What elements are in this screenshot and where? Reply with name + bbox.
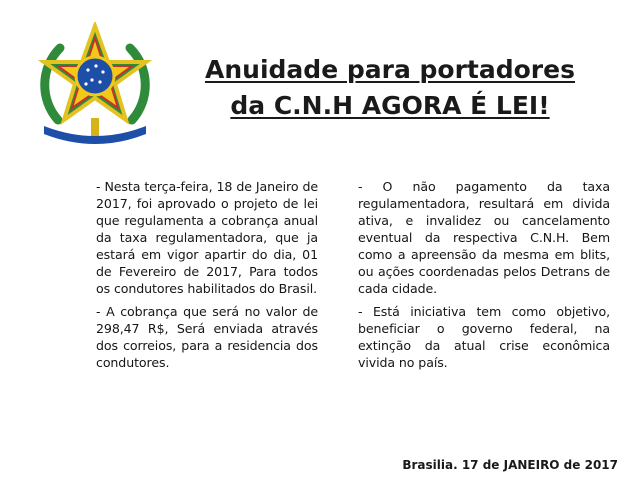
- left-paragraph-1: - Nesta terça-feira, 18 de Janeiro de 2017, foi aprovado o projeto de lei que regulamenta a cobrança anual da taxa regulamentadora, que ja estará em vigor apartir do dia, 01 de Fevereiro de 2017, Para todos os condutores habilitados do Brasil.: [96, 179, 318, 296]
- left-column: [96, 178, 318, 377]
- left-paragraph-2: - A cobrança que será no valor de 298,47 R$, Será enviada através dos correios, para a residencia dos condutores.: [96, 304, 318, 370]
- headline-line-2: da C.N.H AGORA É LEI!: [230, 91, 550, 120]
- central-disc: [76, 57, 114, 95]
- coat-of-arms-svg: [30, 22, 160, 152]
- headline-line-1: Anuidade para portadores: [205, 55, 575, 84]
- wreath-left: [45, 48, 60, 120]
- headline: [180, 52, 600, 124]
- right-paragraph-1: - O não pagamento da taxa regulamentadora, resultará em divida ativa, e invalidez ou cancelamento eventual da respectiva C.N.H. Bem como a apreensão da mesma em blits, ou ações coordenadas pelos Detrans de cada cidade.: [358, 179, 610, 296]
- right-paragraph-2: - Está iniciativa tem como objetivo, beneficiar o governo federal, na extinção da atual crise econômica vivida no país.: [358, 304, 610, 370]
- right-column: [358, 178, 610, 377]
- place-date: Brasilia. 17 de JANEIRO de 2017: [402, 458, 618, 472]
- coat-of-arms-icon: [30, 22, 160, 152]
- wreath-right: [130, 48, 145, 120]
